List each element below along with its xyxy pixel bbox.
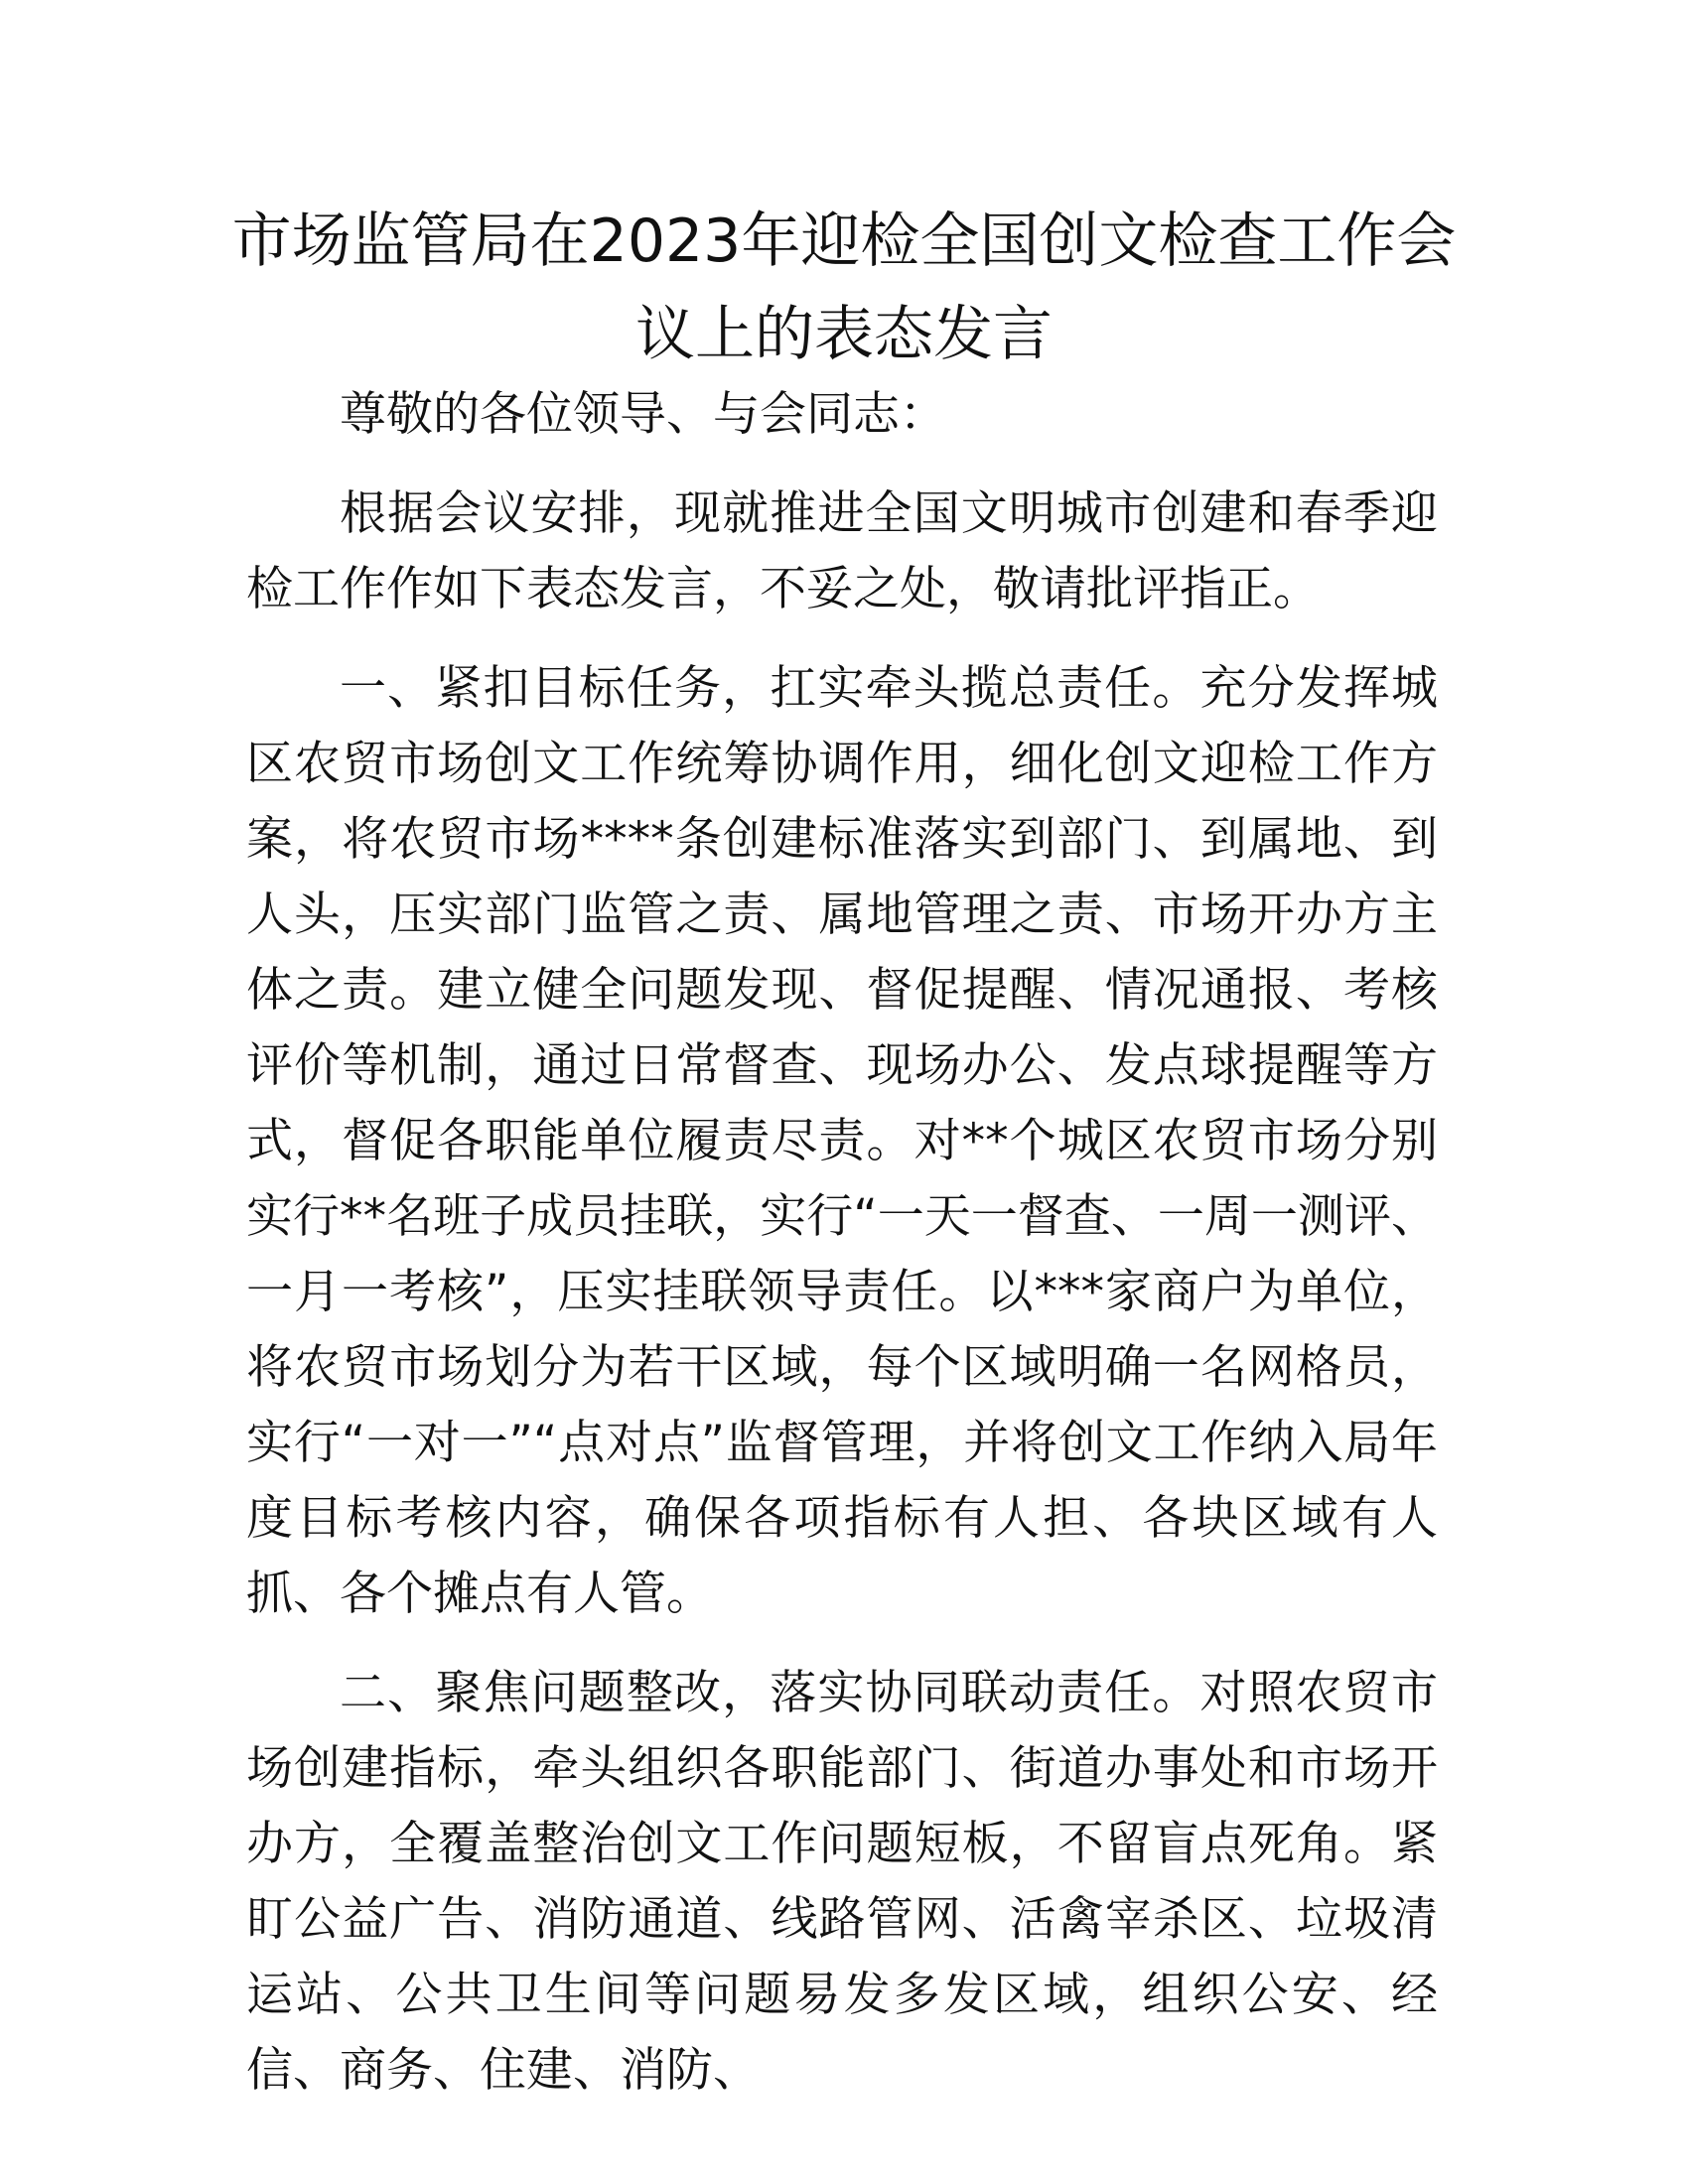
document-title: 市场监管局在2023年迎检全国创文检查工作会议上的表态发言 <box>231 206 1457 369</box>
section-one-paragraph: 一、紧扣目标任务，扛实牵头揽总责任。充分发挥城区农贸市场创文工作统筹协调作用，细化创文迎检工作方案，将农贸市场****条创建标准落实到部门、到属地、到人头，压实部门监管之责、属地管理之责、市场开办方主体之责。建立健全问题发现、督促提醒、情况通报、考核评价等机制，通过日常督查、现场办公、发点球提醒等方式，督促各职能单位履责尽责。对**个城区农贸市场分别实行**名班子成员挂联，实行“一天一督查、一周一测评、一月一考核”，压实挂联领导责任。以***家商户为单位，将农贸市场划分为若干区域，每个区域明确一名网格员，实行“一对一”“点对点”监督管理，并将创文工作纳入局年度目标考核内容，确保各项指标有人担、各块区域有人抓、各个摊点有人管。 <box>246 661 1438 1621</box>
salutation-paragraph: 尊敬的各位领导、与会同志： <box>340 387 946 442</box>
document-body <box>246 377 1438 2109</box>
section-two-paragraph: 二、聚焦问题整改，落实协同联动责任。对照农贸市场创建指标，牵头组织各职能部门、街道办事处和市场开办方，全覆盖整治创文工作问题短板，不留盲点死角。紧盯公益广告、消防通道、线路管网、活禽宰杀区、垃圾清运站、公共卫生间等问题易发多发区域，组织公安、经信、商务、住建、消防、 <box>246 1666 1438 2098</box>
intro-paragraph: 根据会议安排，现就推进全国文明城市创建和春季迎检工作作如下表态发言，不妥之处，敬请批评指正。 <box>246 486 1438 616</box>
